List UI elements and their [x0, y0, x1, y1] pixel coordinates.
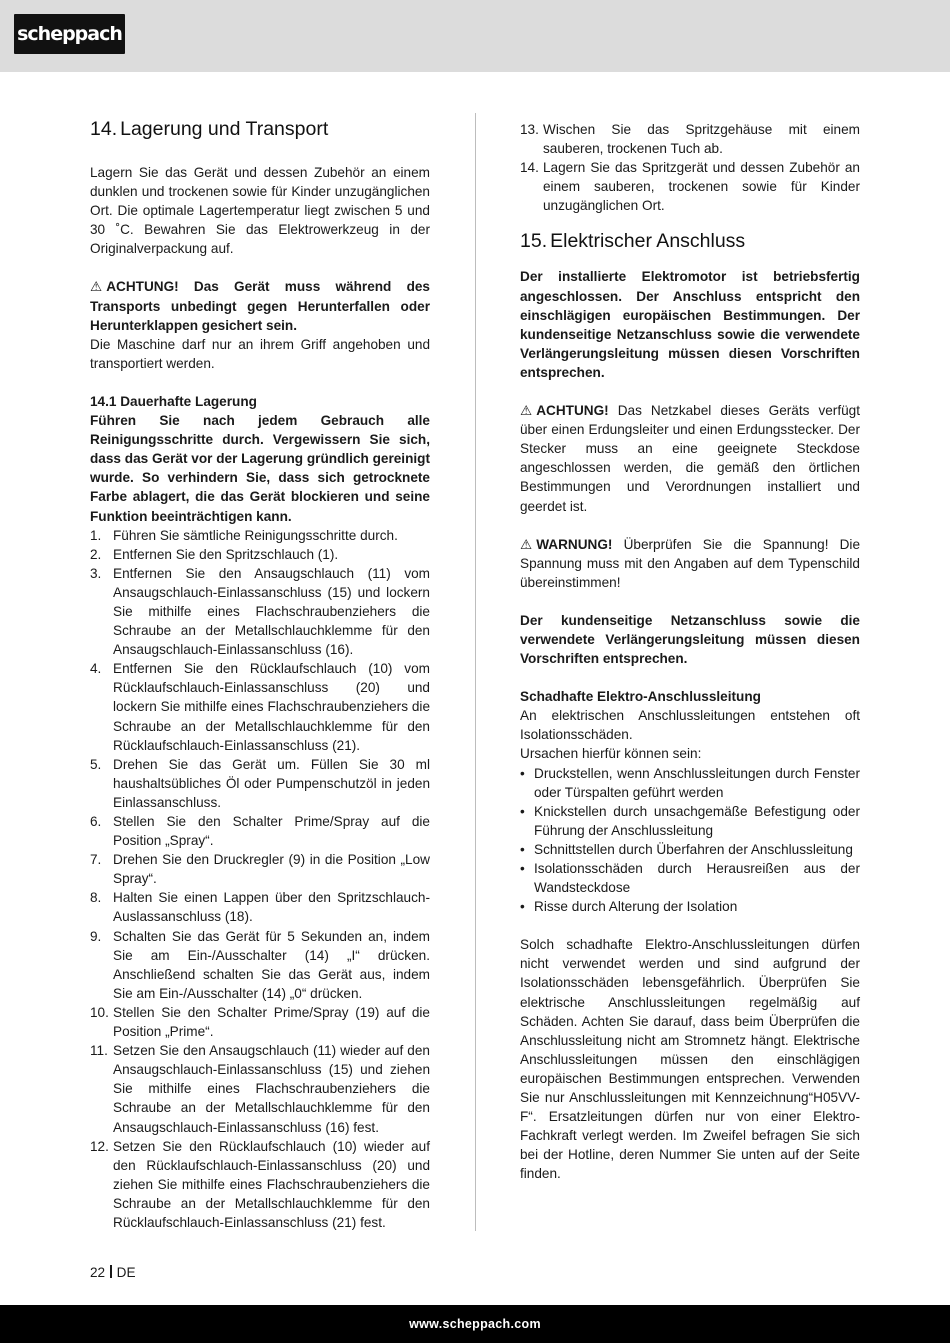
cause-text: Isolationsschäden durch Herausreißen aus der Wandsteckdose: [534, 861, 860, 896]
cleaning-notice: Führen Sie nach jedem Gebrauch alle Reinigungsschritte durch. Vergewissern Sie sich, dass das Gerät vor der Lagerung gründlich gereinigt wurde. So verhindern Sie, dass sich getrocknete Farbe ablagert, die das Gerät blockieren und seine Funktion beeinträchtigen kann.: [90, 413, 430, 524]
step-number: 5.: [90, 756, 102, 772]
step-item: [90, 545, 430, 564]
causes-intro: Ursachen hierfür können sein:: [520, 746, 702, 762]
step-number: 2.: [90, 546, 102, 562]
achtung-label-text: ACHTUNG!: [536, 403, 609, 419]
step-text: Stellen Sie den Schalter Prime/Spray auf die Position „Spray“.: [113, 814, 430, 849]
storage-steps-continued: [520, 120, 860, 215]
motor-connection-note: Der installierte Elektromotor ist betriebsfertig angeschlossen. Der Anschluss entspricht den einschlägigen europäischen Bestimmungen. Der kundenseitige Netzanschluss sowie die verwendete Verlängerungsleitung müssen diesen Vorschriften entsprechen.: [520, 269, 860, 380]
cause-item: [520, 840, 860, 859]
step-number: 13.: [520, 122, 539, 137]
page-footer: [90, 1265, 136, 1280]
step-number: 3.: [90, 565, 102, 581]
warnung-label-text: WARNUNG!: [536, 536, 613, 552]
storage-intro: Lagern Sie das Gerät und dessen Zubehör an einem dunklen und trockenen sowie für Kinder unzugänglichen Ort. Die optimale Lagertemperatur liegt zwischen 5 und 30 ˚C. Bewahren Sie das Elektrowerkzeug in der Originalverpackung auf.: [90, 165, 430, 257]
step-item: [90, 526, 430, 545]
cause-text: Schnittstellen durch Überfahren der Anschlussleitung: [534, 841, 853, 857]
bullet: •: [520, 899, 525, 915]
cause-text: Risse durch Alterung der Isolation: [534, 899, 738, 915]
cause-text: Knickstellen durch unsachgemäße Befestigung oder Führung der Anschlussleitung: [534, 803, 860, 838]
cause-item: [520, 764, 860, 802]
step-item: [520, 120, 860, 158]
left-column: [90, 117, 430, 1232]
cause-item: [520, 897, 860, 916]
section-15-number: 15.: [520, 230, 548, 253]
step-text: Wischen Sie das Spritzgehäuse mit einem sauberen, trockenen Tuch ab.: [543, 122, 860, 157]
step-text: Entfernen Sie den Rücklaufschlauch (10) vom Rücklaufschlauch-Einlassanschluss (20) und lockern Sie mithilfe eines Flachschraubenziehers die Schraube an der Metallschlauchklemme für den Rücklaufschlauch-Einlassanschluss (21).: [113, 661, 430, 753]
warning-icon: ⚠: [520, 403, 533, 419]
step-text: Halten Sie einen Lappen über den Spritzschlauch-Auslassanschluss (18).: [113, 890, 430, 925]
cause-item: [520, 859, 860, 897]
transport-warning-text: ACHTUNG! Das Gerät muss während des Transports unbedingt gegen Herunterfallen oder Herunterklappen gesichert sein.: [90, 279, 430, 333]
step-number: 10.: [90, 1004, 109, 1020]
step-number: 14.: [520, 160, 539, 176]
regulation-note: Der kundenseitige Netzanschluss sowie die verwendete Verlängerungsleitung müssen diesen Vorschriften entsprechen.: [520, 612, 860, 667]
step-number: 9.: [90, 928, 102, 944]
damaged-cable-warning: Solch schadhafte Elektro-Anschlussleitungen dürfen nicht verwendet werden und sind aufgrund der Isolationsschäden lebensgefährlich. Überprüfen Sie elektrische Anschlussleitungen regelmäßig auf Schäden. Achten Sie darauf, dass beim Überprüfen die Anschlussleitung nicht am Stromnetz hängt. Elektrische Anschlussleitungen müssen den einschlägigen europäischen Bestimmungen entsprechen. Verwenden Sie nur Anschlussleitungen mit Kennzeichnung“H05VV-F“. Ersatzleitungen dürfen nur von einer Elektro-Fachkraft verlegt werden. Im Zweifel befragen Sie sich bei der Hotline, deren Nummer Sie unten auf der Seite finden.: [520, 937, 860, 1182]
transport-note: Die Maschine darf nur an ihrem Griff angehoben und transportiert werden.: [90, 336, 430, 371]
subsection-14-1-heading: 14.1 Dauerhafte Lagerung: [90, 393, 257, 409]
step-text: Lagern Sie das Spritzgerät und dessen Zubehör an einem sauberen, trockenen sowie für Kinder unzugänglichen Ort.: [543, 160, 860, 214]
step-item: [90, 812, 430, 850]
damaged-cable-heading: Schadhafte Elektro-Anschlussleitung: [520, 689, 761, 705]
bullet: •: [520, 841, 525, 857]
page-number: 22: [90, 1265, 106, 1280]
cause-item: [520, 802, 860, 840]
step-item: [90, 659, 430, 754]
column-divider: [475, 113, 476, 1231]
language-code: DE: [116, 1265, 136, 1280]
step-number: 11.: [90, 1043, 108, 1059]
achtung-paragraph: [520, 401, 860, 516]
scheppach-logo: scheppach: [14, 14, 125, 54]
step-text: Stellen Sie den Schalter Prime/Spray (19) auf die Position „Prime“.: [113, 1004, 430, 1040]
step-text: Schalten Sie das Gerät für 5 Sekunden an, indem Sie am Ein-/Ausschalter (14) „I“ drücken. Anschließend schalten Sie das Gerät aus, indem Sie am Ein-/Ausschalter (14) „0“ drücken.: [113, 928, 430, 1001]
step-text: Entfernen Sie den Spritzschlauch (1).: [113, 546, 339, 562]
step-text: Setzen Sie den Rücklaufschlauch (10) wieder auf den Rücklaufschlauch-Einlassanschluss (20) und ziehen Sie mithilfe eines Flachschraubenziehers die Schraube an der Metallschlauchklemme für den Rücklaufschlauch-Einlassanschluss (21) fest.: [113, 1138, 430, 1230]
step-number: 6.: [90, 814, 102, 829]
warning-icon: ⚠: [90, 279, 103, 295]
step-number: 8.: [90, 890, 102, 906]
step-text: Drehen Sie den Druckregler (9) in die Position „Low Spray“.: [113, 852, 430, 887]
cause-text: Druckstellen, wenn Anschlussleitungen durch Fenster oder Türspalten geführt werden: [534, 765, 860, 800]
step-text: Setzen Sie den Ansaugschlauch (11) wieder auf den Ansaugschlauch-Einlassanschluss (15) und ziehen Sie mithilfe eines Flachschraubenziehers die Schraube an der Metallschlauchklemme für den Ansaugschlauch-Einlassanschluss (16) fest.: [113, 1043, 430, 1135]
section-15-heading: [520, 229, 860, 253]
section-14-heading: [90, 117, 430, 141]
step-item: [90, 755, 430, 812]
damaged-cable-intro: An elektrischen Anschlussleitungen entstehen oft Isolationsschäden.: [520, 708, 860, 743]
step-text: Drehen Sie das Gerät um. Füllen Sie 30 ml haushaltsübliches Öl oder Pumpenschutzöl in jeden Einlassanschluss.: [113, 756, 430, 810]
achtung-label: [520, 403, 609, 418]
causes-list: [520, 764, 860, 917]
right-column: [520, 120, 860, 1184]
step-item: [520, 158, 860, 215]
step-number: 1.: [90, 527, 102, 543]
step-number: 4.: [90, 661, 102, 677]
transport-warning: [90, 277, 430, 334]
storage-steps: [90, 526, 430, 1232]
warnung-label: [520, 537, 612, 552]
section-14-number: 14.: [90, 118, 118, 140]
bottom-bar: [0, 1305, 950, 1343]
achtung-text: Das Netzkabel dieses Geräts verfügt über einen Erdungsleiter und einen Erdungsstecker. Der Stecker muss an eine geeignete Steckdose angeschlossen werden, die gemäß den örtlichen Bestimmungen und Verordnungen installiert und geerdet ist.: [520, 403, 860, 514]
bullet: •: [520, 765, 525, 781]
bullet: •: [520, 861, 525, 876]
step-item: [90, 1137, 430, 1232]
footer-separator: [110, 1265, 112, 1278]
step-text: Entfernen Sie den Ansaugschlauch (11) vom Ansaugschlauch-Einlassanschluss (15) und lockern Sie mithilfe eines Flachschraubenziehers die Schraube an der Metallschlauchklemme für den Ansaugschlauch-Einlassanschluss (16).: [113, 565, 430, 658]
warning-icon: ⚠: [520, 536, 533, 552]
header-band: [0, 0, 950, 72]
bullet: •: [520, 803, 525, 819]
warnung-paragraph: [520, 535, 860, 592]
website-link[interactable]: www.scheppach.com: [409, 1317, 541, 1331]
step-item: [90, 850, 430, 888]
step-item: [90, 888, 430, 926]
step-number: 7.: [90, 852, 102, 868]
section-15-title: Elektrischer Anschluss: [550, 230, 746, 253]
step-item: [90, 564, 430, 659]
step-number: 12.: [90, 1138, 109, 1154]
section-14-title: Lagerung und Transport: [120, 118, 329, 140]
warnung-text: Überprüfen Sie die Spannung! Die Spannung muss mit den Angaben auf dem Typenschild übereinstimmen!: [520, 536, 860, 590]
step-item: [90, 927, 430, 1003]
step-item: [90, 1041, 430, 1136]
step-text: Führen Sie sämtliche Reinigungsschritte durch.: [113, 527, 398, 543]
step-item: [90, 1003, 430, 1041]
